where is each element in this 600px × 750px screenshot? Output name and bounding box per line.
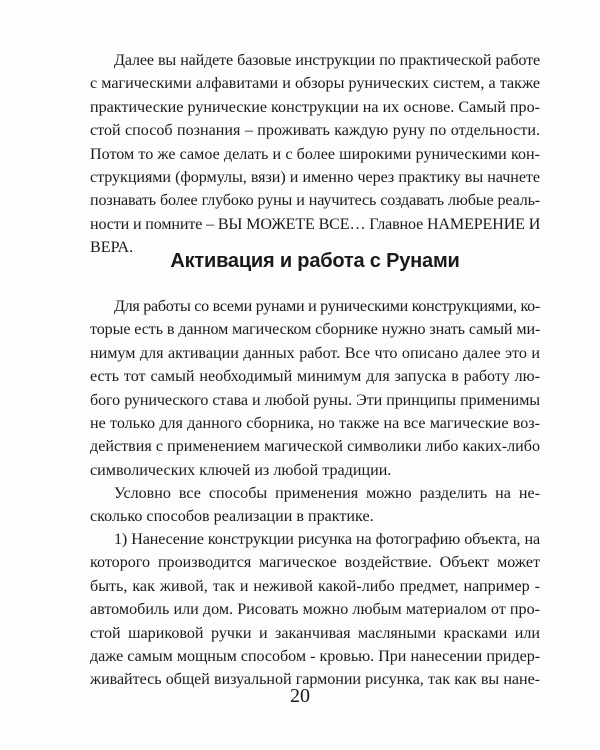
text-line: познавать более глубоко руны и научитесь создавать любые реаль-: [90, 192, 540, 210]
text-line: Для работы со всеми рунами и руническими конструкциями, ко-: [114, 298, 540, 315]
paragraph-activation: [90, 295, 540, 482]
text-line: ности и помните – ВЫ МОЖЕТЕ ВСЕ… Главное НАМЕРЕНИЕ И: [90, 215, 541, 233]
text-line: 1) Нанесение конструкции рисунка на фотографию объекта, на: [114, 531, 540, 548]
text-line: бого рунического става и любой руны. Эти принципы применимы: [90, 391, 540, 409]
text-line: Условно все способы применения можно разделить на не-: [114, 485, 540, 502]
paragraph-item-1: [90, 528, 540, 692]
page-number: 20: [290, 685, 310, 707]
text-line: есть тот самый необходимый минимум для запуска в работу лю-: [90, 368, 540, 386]
text-line: струкциями (формулы, вязи) и именно через практику вы начнете: [90, 169, 540, 187]
text-line: автомобиль или дом. Рисовать можно любым материалом от про-: [90, 601, 540, 619]
text-line: символических ключей из любой традиции.: [90, 461, 392, 479]
text-line: торые есть в данном магическом сборнике нужно знать самый ми-: [90, 321, 541, 339]
text-line: Потом то же самое делать и с более широкими руническими кон-: [90, 145, 540, 163]
text-line: действия с применением магической символики либо каких-либо: [90, 438, 540, 456]
text-line: с магическими алфавитами и обзоры рунических систем, а также: [90, 75, 540, 93]
text-line: нимум для активации данных работ. Все что описано далее это и: [90, 344, 540, 362]
text-line: практические рунические конструкции на их основе. Самый про-: [90, 98, 540, 116]
text-line: ВЕРА.: [90, 239, 134, 257]
text-line: которого производится магическое воздействие. Объект может: [90, 554, 540, 572]
text-line: живайтесь общей визуальной гармонии рисунка, так как вы нане-: [90, 671, 540, 689]
text-line: быть, как живой, так и неживой какой-либо предмет, например -: [90, 577, 540, 595]
paragraph-methods: [90, 482, 540, 529]
text-line: даже самым мощным способом - кровью. При нанесении придер-: [90, 648, 540, 666]
text-line: стой шариковой ручки и заканчивая масляными красками или: [90, 624, 540, 642]
text-line: стой способ познания – проживать каждую руну по отдельности.: [90, 122, 540, 140]
text-line: сколько способов реализации в практике.: [90, 508, 374, 526]
section-heading: Активация и работа с Рунами: [170, 250, 460, 272]
text-line: не только для данного сборника, но также на все магические воз-: [90, 415, 540, 433]
text-line: Далее вы найдете базовые инструкции по практической работе: [114, 52, 540, 69]
paragraph-intro: [90, 49, 540, 260]
